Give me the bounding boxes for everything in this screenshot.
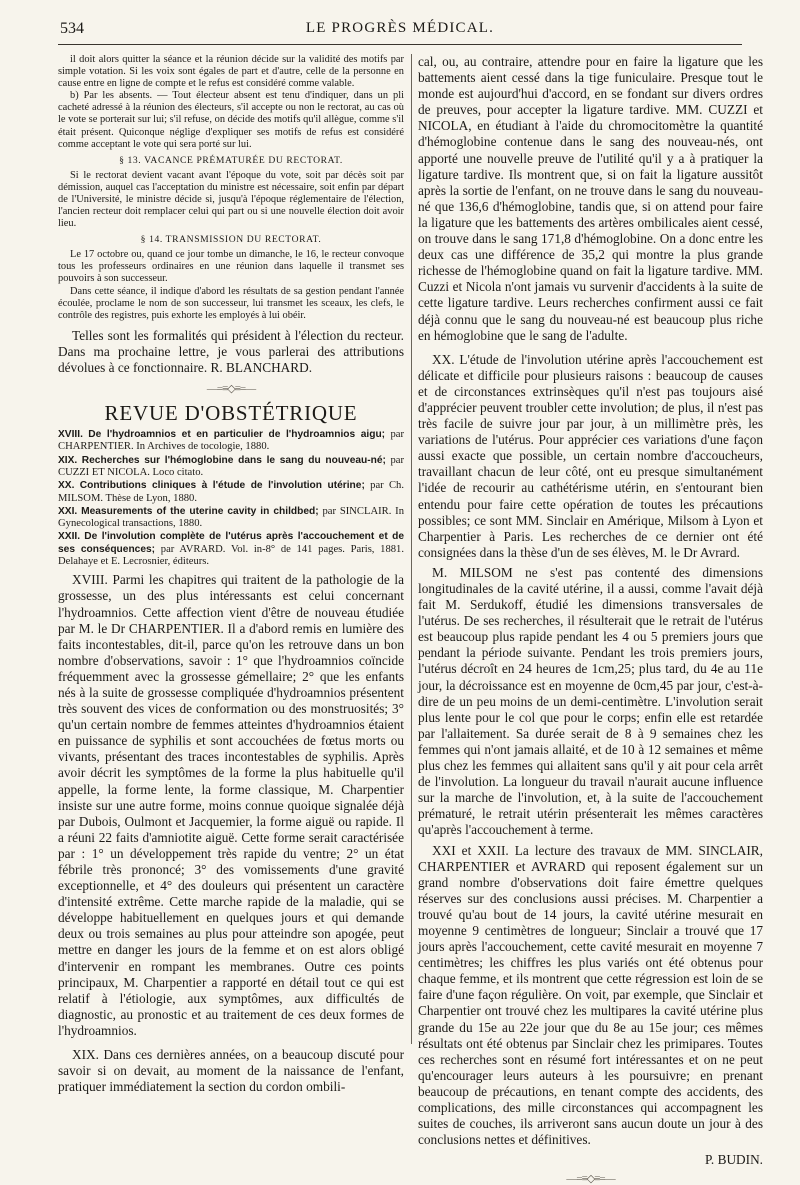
section-14-heading: § 14. TRANSMISSION DU RECTORAT. [140, 234, 322, 246]
page-number: 534 [60, 20, 84, 37]
closing-text: Telles sont les formalités qui président à l'élection du recteur. Dans ma prochaine lettre, je vous parlerai des attributions dévolues à ce fonctionnaire. [58, 327, 404, 375]
section-13-heading: § 13. VACANCE PRÉMATURÉE DU RECTORAT. [119, 154, 343, 166]
paragraph-xx: XX. L'étude de l'involution utérine après l'accouchement est délicate et difficile pour plusieurs raisons : beaucoup de causes et de circonstances extrinsèques qu'il n'est pas toujours aisé d'apprécier peuvent troubler cette involution; de plus, il n'est pas très facile de suivre jour par jour, à un millimètre près, les variations de l'utérus. Pour apprécier ces variations d'une façon aussi exacte que possible, un certain nombre d'accoucheurs, travaillant chacun de leur côté, ont eu presque simultanément l'idée de recourir au cathétérisme utérin, en s'entourant bien entendu pour faire cette opération de toutes les précautions possibles; ce sont MM. Sinclair en Amérique, Milsom à Lyon et Charpentier à Paris. Les recherches de ce dernier ont été consignées dans la thèse d'un de ses élèves, M. le Dr Avrard. [418, 351, 763, 560]
revue-item-list [58, 429, 404, 568]
revue-item: XXII. De l'involution complète de l'utérus après l'accouchement et de ses conséquences; par AVRARD. Vol. in-8° de 141 pages. Paris, 1881. Delahaye et E. Lecrosnier, éditeurs. [58, 531, 405, 568]
intro-paragraph-1: il doit alors quitter la séance et la réunion décide sur la validité des motifs par simple votation. Si les voix sont égales de part et d'autre, celle de la personne en cause entre en ligne de compte et le refus est considéré comme valable. [58, 54, 404, 90]
section-ornament: —=≡◇≡=— [206, 383, 256, 396]
section-14-paragraph-1: Le 17 octobre ou, quand ce jour tombe un dimanche, le 16, le recteur convoque tous les professeurs ordinaires en une réunion dans laquelle il transmet ses pouvoirs à son successeur. [58, 249, 404, 285]
revue-body-right [418, 54, 763, 1168]
running-title: LE PROGRÈS MÉDICAL. [305, 20, 495, 36]
closing-signature: R. BLANCHARD. [210, 359, 313, 375]
closing-paragraph [58, 328, 404, 376]
column-divider [411, 54, 412, 1044]
author-signature: P. BUDIN. [705, 1152, 763, 1168]
section-14-paragraph-2: Dans cette séance, il indique d'abord les résultats de sa gestion pendant l'année écoulée, proclame le nom de son successeur, lui transmet les sceaux, les clefs, le contrôle des registres, puis exhorte les employés à lui obéir. [58, 285, 404, 321]
revue-body-left [58, 572, 404, 1095]
revue-title: REVUE D'OBSTÉTRIQUE [104, 401, 358, 426]
letter-continuation [58, 54, 404, 322]
letter-closing [58, 328, 404, 376]
revue-item: XVIII. De l'hydroamnios et en particulier de l'hydroamnios aigu; par CHARPENTIER. In Archives de tocologie, 1880. [58, 429, 404, 453]
paragraph-xix-continuation: cal, ou, au contraire, attendre pour en faire la ligature que les battements aient cessé dans la tige funiculaire. Presque tout le monde est aujourd'hui d'accord, en se fondant sur divers ordres de preuves, pour accepter la ligature tardive. MM. CUZZI et NICOLA, en étudiant à l'aide du chromocitomètre la quantité d'hémoglobine contenue dans le sang des nouveau-nés, ont apporté une nouvelle preuve de l'utilité qu'il y a à pratiquer la ligature tardive. Ils montrent que, si on fait la ligature aussitôt après la sortie de l'enfant, on ne trouve dans le sang du nouveau-né que 136,6 d'hémoglobine, tandis que, si on attend pour faire la ligature que les battements des artères ombilicales aient cessé, on trouve dans le sang 171,8 d'hémoglobine. On a donc entre les deux cas une différence de 35,2 qui montre la plus grande richesse de l'hémoglobine quand on fait la ligature tardive. MM. Cuzzi et Nicola n'ont jamais vu survenir d'accidents à la suite de cette ligature tardive. Leurs recherches confirment aussi ce fait déjà connu que le sang du nouveau-né est beaucoup plus riche en hémoglobine que le sang de l'adulte. [418, 54, 763, 343]
revue-item: XX. Contributions cliniques à l'étude de l'involution utérine; par Ch. MILSOM. Thèse de Lyon, 1880. [58, 480, 404, 504]
left-column [58, 54, 405, 1095]
paragraph-xix-start: XIX. Dans ces dernières années, on a beaucoup discuté pour savoir si on devait, au moment de la naissance de l'enfant, pratiquer immédiatement la section du cordon ombili- [58, 1047, 404, 1095]
paragraph-xxi-xxii: XXI et XXII. La lecture des travaux de MM. SINCLAIR, CHARPENTIER et AVRARD qui reposent également sur un grand nombre d'observations doit faire émettre quelques réserves sur des conclusions aussi précises. M. Charpentier a trouvé qu'au bout de 14 jours, la cavité utérine mesurait en moyenne 9 centimètres de longueur; Sinclair a trouvé que 17 jours après l'accouchement, cette cavité mesurait en moyenne 7 centimètres; les chiffres les plus variés ont été obtenus pour chaque femme, et ils montrent que cette régression est loin de se faire d'une façon régulière. On voit, par exemple, que Sinclair et Charpentier ont trouvé chez les multipares la cavité utérine plus grande du 15e au 22e jour que du 8e au 15e jour; ces mêmes résultats ont été obtenus par Sinclair chez les primipares. Toutes ces recherches sont en résumé fort intéressantes et on ne peut qu'encourager leurs auteurs à les poursuivre; en prenant beaucoup de précautions, en tenant compte des accidents, des complications, des mille circonstances qui accompagnent les suites de couches, ils arriveront sans aucun doute un jour à des conclusions nettes et définitives. [418, 842, 763, 1148]
page-header [58, 18, 742, 45]
paragraph-milsom: M. MILSOM ne s'est pas contenté des dimensions longitudinales de la cavité utérine, il a aussi, comme l'avait déjà fait M. Serdukoff, étudié les dimensions transversales de l'utérus. De ses recherches, il résulterait que le retrait de l'utérus est beaucoup plus rapide pendant les 4 ou 5 premiers jours que pendant la période suivante. Pendant les trois premiers jours, l'utérus décroît en 24 heures de 1cm,25; plus tard, du 4e au 11e jour, la décroissance est en moyenne de 0cm,45 par jour, c'est-à-dire de un peu moins de un demi-centimètre. L'involution serait plus lente pour le col que pour le corps; enfin elle est retardée par l'allaitement. Sa durée serait de 8 à 9 semaines chez les femmes qui n'ont jamais allaité, et de 10 à 12 semaines et même plus chez les femmes qui allaitent sans qu'il y ait pour cela arrêt de l'involution. La longueur du travail n'aurait aucune influence sur la marche de l'involution, et, à la suite de l'accouchement prématuré, le retrait utérin présenterait les mêmes caractères qu'après l'accouchement à terme. [418, 564, 763, 838]
right-column [418, 54, 763, 1185]
paragraph-xviii: XVIII. Parmi les chapitres qui traitent de la pathologie de la grossesse, un des plus intéressants est celui concernant l'hydroamnios. Cette affection vient d'être de nouveau étudiée par M. le Dr CHARPENTIER. Il a d'abord remis en lumière des faits incontestables, dit-il, parce qu'on les retrouve dans un bon nombre d'observations, savoir : 1° que l'hydroamnios coïncide fréquemment avec la grossesse gémellaire; 2° que les enfants nés à la suite de grossesse compliquée d'hydroamnios présentent très souvent des vices de conformation ou des monstruosités; 3° qu'un certain nombre de femmes atteintes d'hydroamnios étaient en puissance de syphilis et sont accouchées de fœtus morts ou vivants, présentant des traces incontestables de syphilis. Après avoir décrit les symptômes de la forme la plus habituelle qu'il appelle, la forme lente, la forme classique, M. Charpentier insiste sur une autre forme, moins connue quoique signalée déjà par Dubois, Oulmont et Jacquemier, la forme aiguë ou rapide. Il a réuni 22 faits d'amniotite aiguë. Cette forme serait caractérisée par : 1° un développement très rapide du ventre; 2° un état fébrile très prononcé; 3° des vomissements d'une gravité exceptionnelle, et 4° des douleurs qui présentent un caractère d'intensité extrême. Cette marche rapide de la maladie, qui se développe habituellement en quelques jours et qui demande deux ou trois semaines au plus pour atteindre son apogée, peut mettre en danger les jours de la femme et on est alors obligé d'intervenir en rompant les membranes. Outre ces points principaux, M. Charpentier a rapporté en détail tout ce qui est relatif à l'étiologie, aux symptômes, aux difficultés de diagnostic, au pronostic et au traitement de ces deux formes de l'hydroamnios. [58, 572, 404, 1038]
intro-paragraph-2: b) Par les absents. — Tout électeur absent est tenu d'indiquer, dans un pli cacheté adressé à la réunion des électeurs, s'il accepte ou non le rectorat, au cas où le vote se porterait sur lui; s'il refuse, on décide des motifs qu'il allègue, comme s'il était présent. Quiconque néglige d'expliquer ses motifs de refus est considéré comme acceptant le vote qui sera porté sur lui. [58, 90, 404, 150]
section-13-text: Si le rectorat devient vacant avant l'époque du vote, soit par décès soit par démission, auquel cas l'acceptation du ministre est nécessaire, soit enfin par départ de l'Université, le ministre décide si, jusqu'à l'époque réglementaire de l'élection, l'ancien recteur doit remplacer celui qui part ou si une nouvelle élection doit avoir lieu. [58, 169, 404, 230]
closing-ornament: —=≡◇≡=— [566, 1173, 615, 1185]
revue-item: XXI. Measurements of the uterine cavity in childbed; par SINCLAIR. In Gynecological transactions, 1880. [58, 505, 405, 530]
revue-item: XIX. Recherches sur l'hémoglobine dans le sang du nouveau-né; par CUZZI ET NICOLA. Loco citato. [58, 454, 404, 478]
